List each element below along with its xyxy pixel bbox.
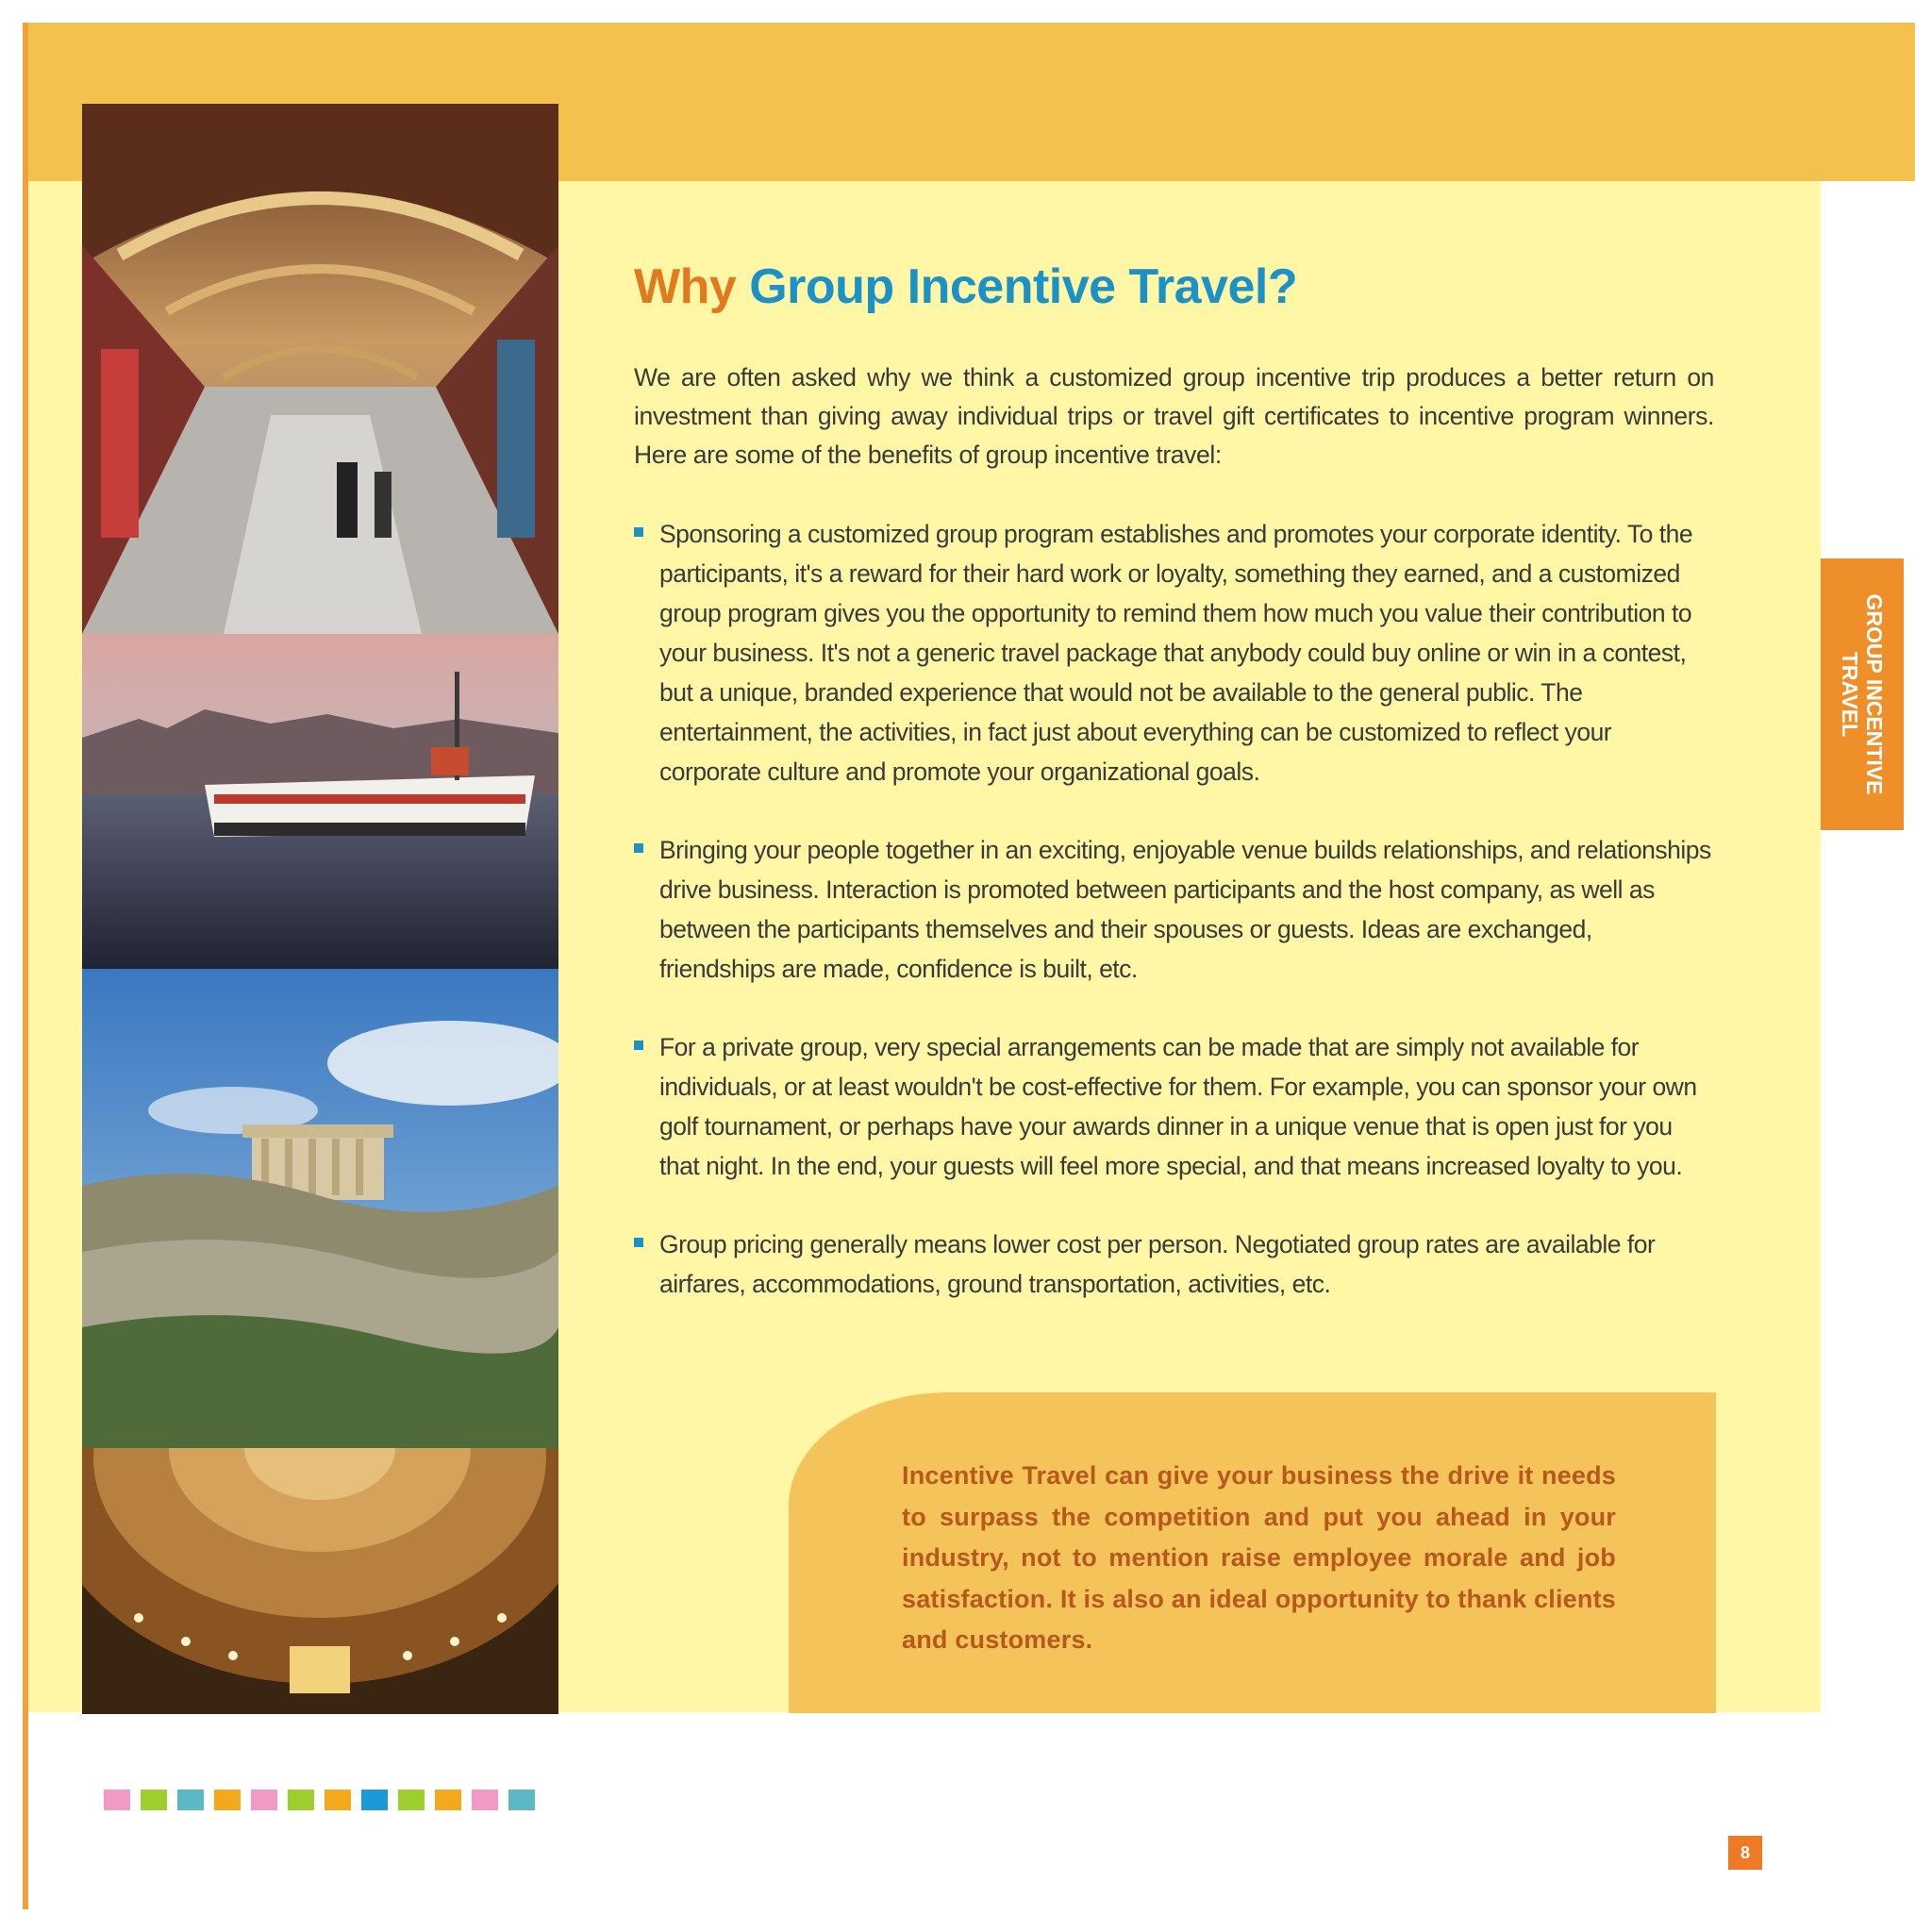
photo-column bbox=[82, 104, 558, 1714]
bullet-square-icon bbox=[634, 1041, 643, 1050]
color-swatch bbox=[141, 1790, 167, 1810]
color-swatch bbox=[435, 1790, 461, 1810]
list-item bbox=[634, 514, 1714, 791]
bazaar-photo bbox=[82, 104, 558, 634]
color-swatch bbox=[325, 1790, 351, 1810]
title-why: Why bbox=[634, 259, 737, 314]
intro-paragraph: We are often asked why we think a customized group incentive trip produces a better return on investment than giving away individual trips or travel gift certificates to incentive program winners. Here are some of the benefits of group incentive travel: bbox=[634, 363, 1714, 469]
color-swatch-row bbox=[104, 1790, 535, 1810]
list-item bbox=[634, 1027, 1714, 1186]
benefits-list bbox=[634, 514, 1714, 1304]
list-item-text: Bringing your people together in an exciting, enjoyable venue builds relationships, and relationships drive business. Interaction is promoted between participants and the host company, as well as between the participants themselves and their spouses or guests. Ideas are exchanged, friendships are made, confidence is built, etc. bbox=[659, 836, 1711, 983]
color-swatch bbox=[104, 1790, 130, 1810]
color-swatch bbox=[398, 1790, 425, 1810]
left-edge-stripe bbox=[23, 23, 28, 1909]
list-item-text: Sponsoring a customized group program establishes and promotes your corporate identity. To the participants, it's a reward for their hard work or loyalty, something they earned, and a customized group program gives you the opportunity to remind them how much you value their contribution to your business. It's not a generic travel package that anybody could buy online or win in a contest, but a unique, branded experience that would not be available to the general public. The entertainment, the activities, in fact just about everything can be customized to reflect your corporate culture and promote your organizational goals. bbox=[659, 520, 1693, 786]
ruins-photo bbox=[82, 969, 558, 1448]
color-swatch bbox=[361, 1790, 388, 1810]
color-swatch bbox=[508, 1790, 535, 1810]
dome-photo bbox=[82, 1448, 558, 1714]
bullet-square-icon bbox=[634, 1238, 643, 1247]
page-number: 8 bbox=[1728, 1836, 1762, 1870]
ferry-photo bbox=[82, 634, 558, 969]
bullet-square-icon bbox=[634, 527, 643, 537]
color-swatch bbox=[472, 1790, 498, 1810]
title-main: Group Incentive Travel? bbox=[749, 259, 1298, 314]
side-tab-label: GROUP INCENTIVE TRAVEL bbox=[1838, 593, 1887, 795]
list-item bbox=[634, 1224, 1714, 1304]
color-swatch bbox=[214, 1790, 241, 1810]
callout-text: Incentive Travel can give your business the drive it needs to surpass the competition and put you ahead in your industry, not to mention raise employee morale and job satisfaction. It is also an ideal opportunity to thank clients and customers. bbox=[902, 1461, 1616, 1654]
color-swatch bbox=[288, 1790, 314, 1810]
list-item bbox=[634, 830, 1714, 989]
color-swatch bbox=[251, 1790, 277, 1810]
bullet-square-icon bbox=[634, 843, 643, 853]
list-item-text: Group pricing generally means lower cost per person. Negotiated group rates are available for airfares, accommodations, ground transportation, activities, etc. bbox=[659, 1230, 1656, 1298]
color-swatch bbox=[177, 1790, 204, 1810]
page-title bbox=[634, 258, 1297, 315]
list-item-text: For a private group, very special arrangements can be made that are simply not available for individuals, or at least wouldn't be cost-effective for them. For example, you can sponsor your own golf tournament, or perhaps have your awards dinner in a unique venue that is open just for you that night. In the end, your guests will feel more special, and that means increased loyalty to you. bbox=[659, 1033, 1697, 1180]
section-side-tab[interactable] bbox=[1821, 558, 1904, 830]
